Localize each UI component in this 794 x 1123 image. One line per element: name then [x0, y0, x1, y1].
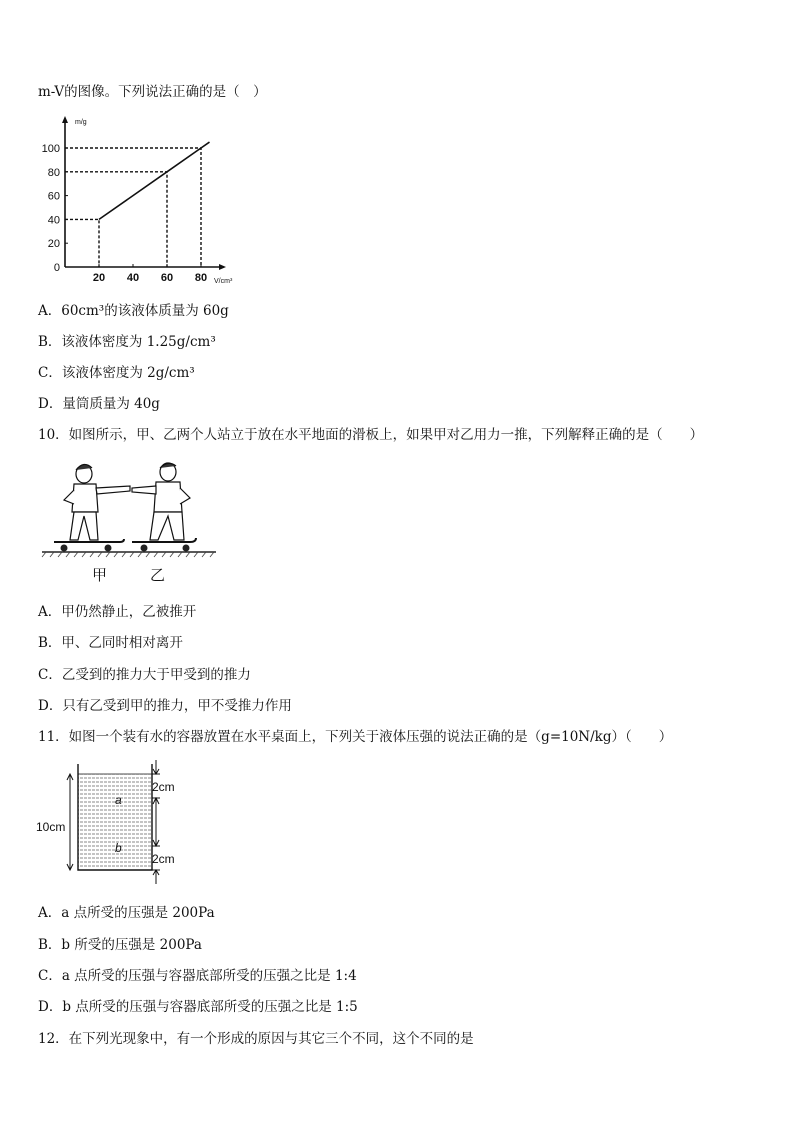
height-label: 10cm [36, 820, 66, 834]
x-tick-label: 40 [126, 272, 140, 284]
guide-line [65, 219, 99, 267]
q9-option-b: B．该液体密度为 1.25g/cm³ [38, 334, 216, 350]
q11-option-b: B．b 所受的压强是 200Pa [38, 937, 202, 953]
guide-line [65, 148, 201, 267]
point-b-label: b [115, 841, 122, 855]
person-yi [132, 463, 190, 540]
y-tick-label: 0 [53, 262, 60, 274]
y-tick-label: 100 [41, 143, 60, 155]
x-tick-label: 20 [92, 272, 106, 284]
q9-stem: m-V的图像。下列说法正确的是（ ） [38, 84, 267, 100]
series-line [99, 142, 210, 219]
skateboard-left [54, 539, 124, 552]
water-container-figure [36, 760, 206, 895]
bottom-gap-label: 2cm [152, 852, 175, 866]
y-axis-arrow [62, 116, 68, 123]
y-tick-label: 40 [47, 214, 60, 227]
x-tick-label: 80 [194, 272, 208, 284]
point-a-label: a [115, 793, 122, 807]
x-tick-label: 60 [160, 272, 174, 284]
q10-option-a: A．甲仍然静止，乙被推开 [38, 604, 197, 620]
q10-option-d: D．只有乙受到甲的推力，甲不受推力作用 [38, 698, 292, 714]
top-gap-label: 2cm [152, 780, 175, 794]
y-tick-label: 20 [47, 238, 60, 251]
q11-stem: 11．如图一个装有水的容器放置在水平桌面上，下列关于液体压强的说法正确的是（g=10N/kg）（ ） [38, 729, 673, 745]
skateboard-push-figure [40, 460, 220, 585]
q11-option-c: C．a 点所受的压强与容器底部所受的压强之比是 1:4 [38, 968, 357, 984]
q10-option-b: B．甲、乙同时相对离开 [38, 635, 183, 651]
skateboard-right [132, 538, 196, 552]
x-axis-arrow [219, 264, 226, 270]
q10-stem: 10．如图所示，甲、乙两个人站立于放在水平地面的滑板上，如果甲对乙用力一推，下列解释正确的是（ ） [38, 427, 704, 443]
label-jia: 甲 [92, 567, 108, 584]
y-axis-label: m/g [75, 119, 87, 126]
y-tick-label: 80 [47, 166, 60, 179]
water [78, 774, 152, 870]
q11-option-a: A．a 点所受的压强是 200Pa [38, 905, 215, 921]
q10-option-c: C．乙受到的推力大于甲受到的推力 [38, 667, 251, 683]
q9-option-a: A．60cm³的该液体质量为 60g [38, 303, 229, 319]
q9-option-d: D．量筒质量为 40g [38, 396, 160, 412]
q12-stem: 12．在下列光现象中，有一个形成的原因与其它三个不同，这个不同的是 [38, 1031, 474, 1047]
y-tick-label: 60 [47, 190, 60, 203]
q11-option-d: D．b 点所受的压强与容器底部所受的压强之比是 1:5 [38, 999, 358, 1015]
label-yi: 乙 [150, 567, 166, 584]
q9-option-c: C．该液体密度为 2g/cm³ [38, 365, 195, 381]
mass-volume-chart [40, 112, 250, 292]
person-jia [64, 464, 130, 540]
x-axis-label: V/cm³ [214, 278, 233, 285]
